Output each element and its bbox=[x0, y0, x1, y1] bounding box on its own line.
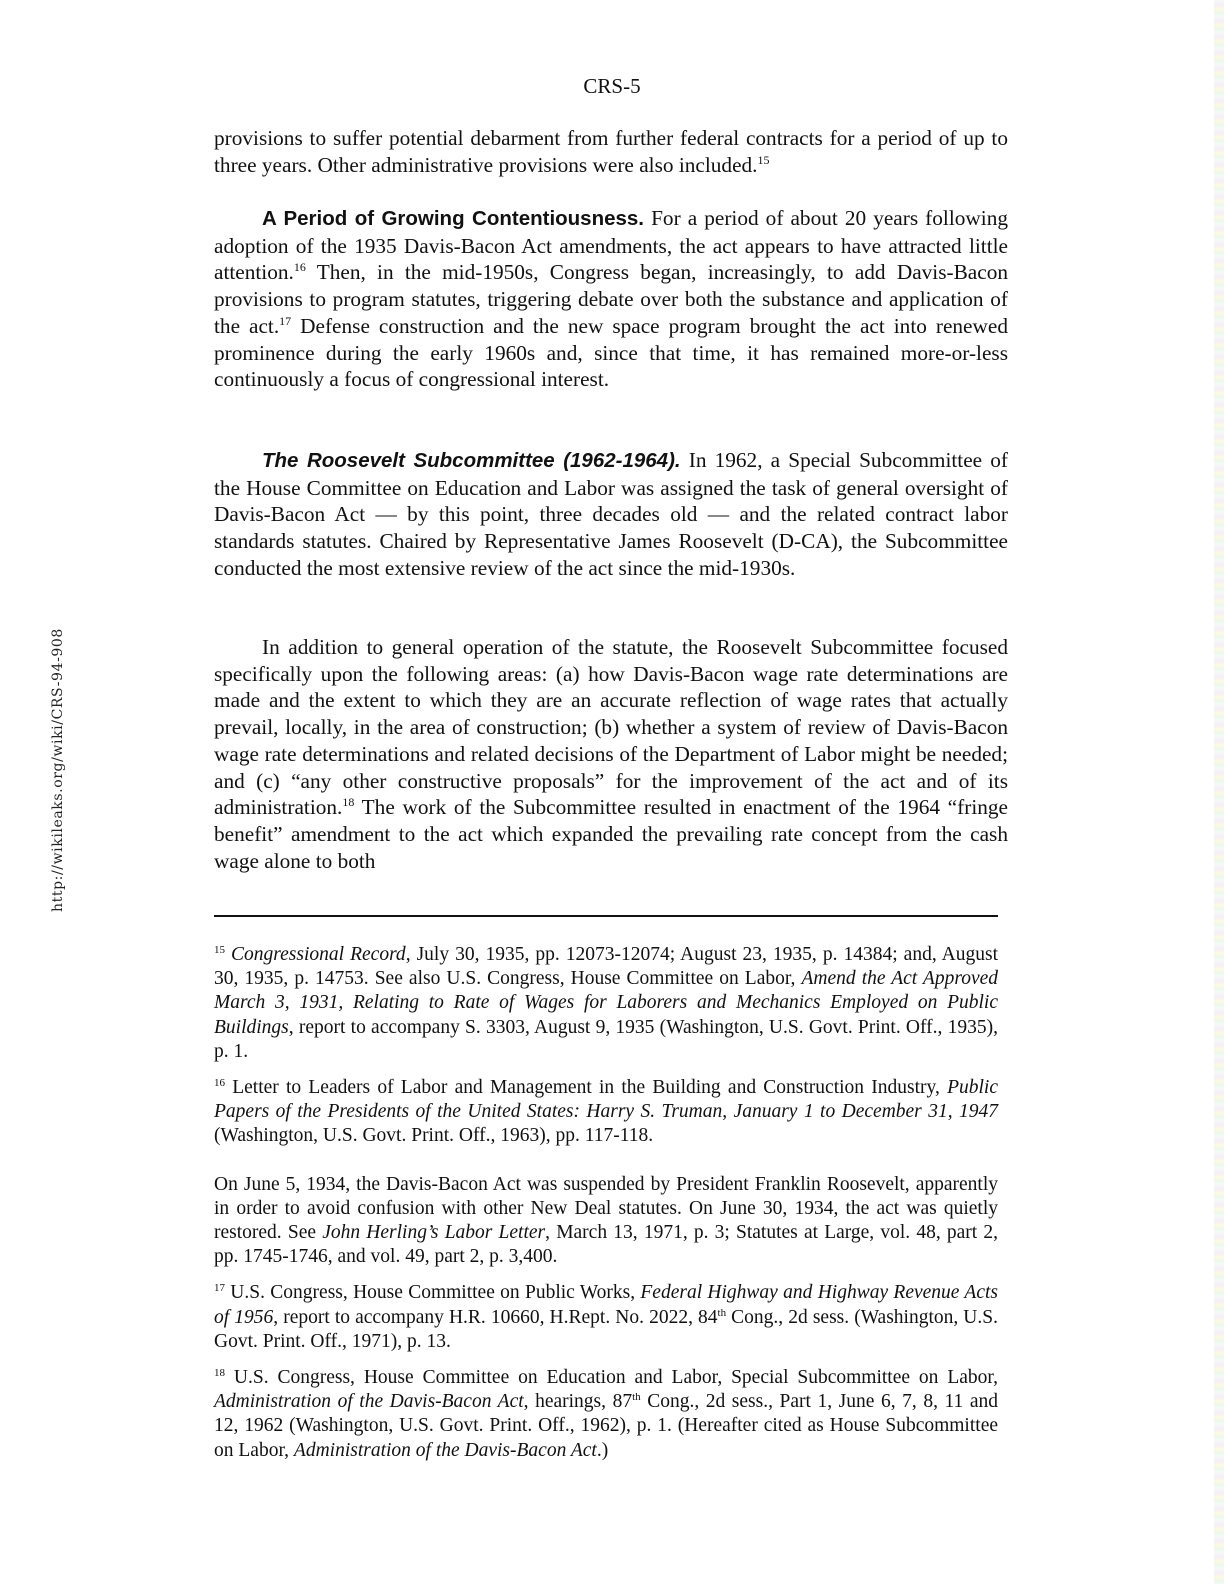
footnote-15 bbox=[214, 943, 998, 1064]
footnote-title: Administration of the Davis-Bacon Act bbox=[214, 1391, 524, 1413]
footnote-text: .) bbox=[596, 1439, 609, 1461]
footnote-16-continued bbox=[214, 1173, 998, 1270]
footnote-title: Amend the Act Approved March 3, 1931, Relating to Rate of Wages for Laborers and Mechanics Employed on Public Buildings bbox=[214, 968, 999, 1038]
footnote-text: On June 5, 1934, the Davis-Bacon Act was suspended by President Franklin Roosevelt, apparently in order to avoid confusion with other New Deal statutes. On June 30, 1934, the act was quietly restored. See bbox=[214, 1173, 998, 1244]
page-header: CRS-5 bbox=[583, 74, 641, 98]
footnote-text: Letter to Leaders of Labor and Management in the Building and Construction Industry, bbox=[225, 1077, 948, 1099]
ordinal-suffix: th bbox=[717, 1306, 727, 1319]
footnote-text: , July 30, 1935, pp. 12073-12074; August 23, 1935, p. 14384; and, August 30, 1935, p. 14753. See also U.S. Congress, House Committee on Labor, bbox=[214, 944, 998, 990]
body-text bbox=[214, 125, 1008, 178]
scan-edge-strip bbox=[1214, 0, 1224, 1584]
footnote-text: , report to accompany S. 3303, August 9, 1935 (Washington, U.S. Govt. Print. Off., 1935), p. 1. bbox=[214, 1016, 998, 1062]
footnote-text: U.S. Congress, House Committee on Education and Labor, Special Subcommittee on Labor, bbox=[225, 1367, 998, 1389]
footnote-ref-18[interactable]: 18 bbox=[342, 795, 355, 810]
footnote-ref-15[interactable]: 15 bbox=[757, 152, 770, 167]
footnote-16 bbox=[214, 1076, 998, 1149]
footnote-text: Cong., 2d sess., Part 1, June 6, 7, 8, 11 and 12, 1962 (Washington, U.S. Govt. Print. Off., 1962), p. 1. (Hereafter cited as House Subcommittee on Labor, bbox=[214, 1391, 999, 1461]
footnote-ref-16[interactable]: 16 bbox=[293, 260, 306, 275]
section-growing-contentiousness bbox=[214, 205, 1008, 393]
footnote-text: U.S. Congress, House Committee on Public Works, bbox=[225, 1282, 641, 1304]
footnote-ref-17[interactable]: 17 bbox=[279, 313, 292, 328]
paragraph-text: In 1962, a Special Subcommittee of the House Committee on Education and Labor was assigned the task of general oversight of Davis-Bacon Act — by this point, three decades old — and the related contract labor standards statutes. Chaired by Representative James Roosevelt (D-CA), the Subcommittee conducted the most extensive review of the act since the mid-1930s. bbox=[214, 448, 1008, 580]
paragraph-text: Then, in the mid-1950s, Congress began, increasingly, to add Davis-Bacon provisions to program statutes, triggering debate over both the substance and application of the act. bbox=[214, 260, 1008, 338]
footnotes bbox=[214, 943, 998, 1463]
paragraph-text: The work of the Subcommittee resulted in enactment of the 1964 “fringe benefit” amendment to the act which expanded the prevailing rate concept from the cash wage alone to both bbox=[214, 795, 1008, 873]
section-heading: The Roosevelt Subcommittee (1962-1964). bbox=[262, 449, 681, 472]
paragraph-text: Defense construction and the new space program brought the act into renewed prominence during the early 1960s and, since that time, it has remained more-or-less continuously a focus of congressional interest. bbox=[214, 313, 1008, 392]
paragraph-roosevelt bbox=[214, 447, 1008, 582]
footnote-title: Congressional Record bbox=[231, 944, 406, 965]
footnote-separator bbox=[214, 915, 998, 917]
section-heading: A Period of Growing Contentiousness. bbox=[262, 207, 645, 230]
footnote-title: John Herling’s Labor Letter bbox=[322, 1222, 546, 1244]
footnote-17 bbox=[214, 1281, 998, 1354]
footnote-text: , hearings, 87 bbox=[523, 1391, 633, 1413]
paragraph-text: For a period of about 20 years following adoption of the 1935 Davis-Bacon Act amendments, the act appears to have attracted little attention. bbox=[214, 206, 1008, 285]
side-url-watermark: http://wikileaks.org/wiki/CRS-94-908 bbox=[50, 628, 66, 912]
footnote-title: Federal Highway and Highway Revenue Acts of 1956 bbox=[214, 1282, 998, 1328]
footnote-text: Cong., 2d sess. (Washington, U.S. Govt. Print. Off., 1971), p. 13. bbox=[214, 1306, 998, 1352]
section-areas-of-focus bbox=[214, 634, 1008, 874]
paragraph-text: provisions to suffer potential debarment from further federal contracts for a period of up to three years. Other administrative provisions were also included. bbox=[214, 126, 1008, 177]
footnote-18 bbox=[214, 1366, 998, 1463]
paragraph-areas bbox=[214, 634, 1008, 874]
footnote-title: Administration of the Davis-Bacon Act bbox=[293, 1439, 597, 1461]
footnote-text: , report to accompany H.R. 10660, H.Rept. No. 2022, 84 bbox=[273, 1306, 718, 1328]
footnote-title: Public Papers of the Presidents of the United States: Harry S. Truman, January 1 to December 31, 1947 bbox=[214, 1077, 998, 1123]
footnote-text: (Washington, U.S. Govt. Print. Off., 1963), pp. 117-118. bbox=[214, 1125, 654, 1147]
footnote-number: 15 bbox=[214, 944, 225, 956]
paragraph-contentiousness bbox=[214, 205, 1008, 393]
section-roosevelt-subcommittee bbox=[214, 447, 1008, 582]
footnote-number: 16 bbox=[214, 1077, 225, 1090]
paragraph-text: In addition to general operation of the statute, the Roosevelt Subcommittee focused specifically upon the following areas: (a) how Davis-Bacon wage rate determinations are made and the extent to which they are an accurate reflection of wage rates that actually prevail, locally, in the area of construction; (b) whether a system of review of Davis-Bacon wage rate determinations and related decisions of the Department of Labor might be needed; and (c) “any other constructive proposals” for the improvement of the act and of its administration. bbox=[214, 635, 1008, 820]
paragraph-continuation bbox=[214, 125, 1008, 178]
footnote-text: , March 13, 1971, p. 3; Statutes at Large, vol. 48, part 2, pp. 1745-1746, and vol. 49, part 2, p. 3,400. bbox=[214, 1222, 998, 1268]
footnote-number: 17 bbox=[214, 1282, 225, 1295]
ordinal-suffix: th bbox=[632, 1391, 641, 1404]
footnote-number: 18 bbox=[214, 1367, 225, 1380]
